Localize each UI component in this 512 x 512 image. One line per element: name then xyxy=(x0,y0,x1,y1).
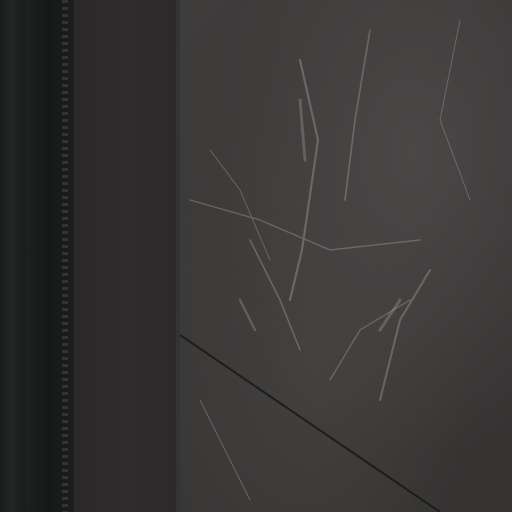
scratch-vein xyxy=(290,60,318,300)
scratch-highlight xyxy=(300,100,305,160)
scratch-vein xyxy=(345,30,370,200)
diagonal-crease xyxy=(180,335,440,512)
scratch-vein xyxy=(210,150,270,260)
scratch-vein xyxy=(440,20,470,200)
scratch-highlight xyxy=(380,300,400,330)
scratch-vein xyxy=(250,240,300,350)
scratch-highlight xyxy=(240,300,255,330)
scratch-vein xyxy=(200,400,250,500)
scratch-vein xyxy=(380,270,430,400)
scratch-vein xyxy=(330,300,410,380)
